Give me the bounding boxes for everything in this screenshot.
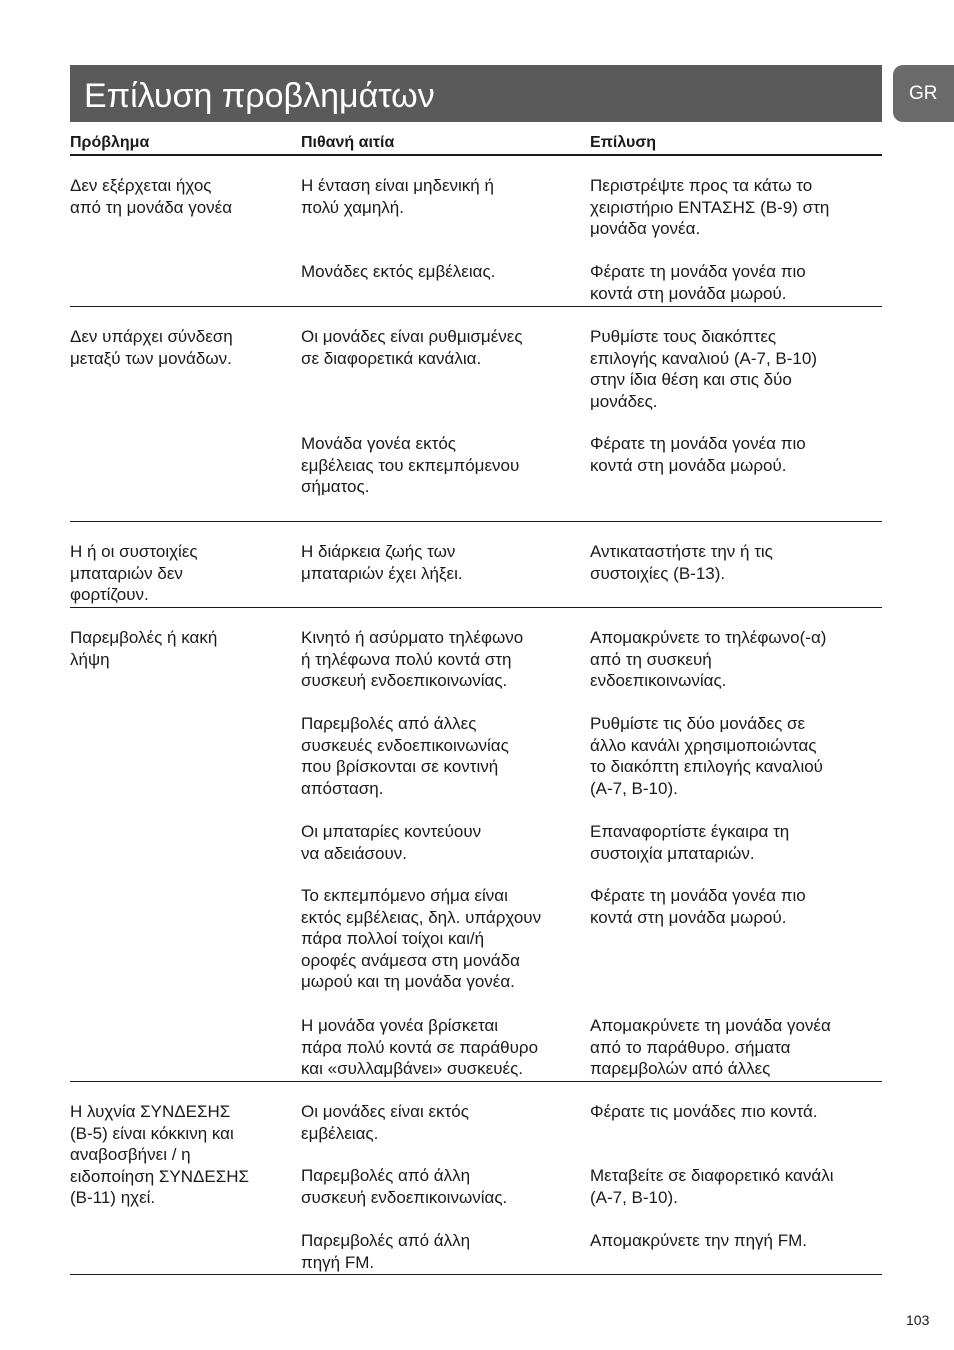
cause-cell: Παρεμβολές από άλλη συσκευή ενδοεπικοινωνίας.	[301, 1166, 508, 1207]
solution-cell: Απομακρύνετε την πηγή FM.	[590, 1231, 807, 1250]
cause-cell: Παρεμβολές από άλλες συσκευές ενδοεπικοινωνίας που βρίσκονται σε κοντινή απόσταση.	[301, 714, 509, 798]
solution-cell: Ρυθμίστε τους διακόπτες επιλογής καναλιού (A-7, B-10) στην ίδια θέση και στις δύο μονάδες.	[590, 327, 817, 411]
cause-cell: Μονάδες εκτός εμβέλειας.	[301, 262, 496, 281]
row-divider	[70, 1274, 882, 1275]
cause-cell: Η διάρκεια ζωής των μπαταριών έχει λήξει.	[301, 542, 463, 583]
cause-cell: Οι μονάδες είναι ρυθμισμένες σε διαφορετικά κανάλια.	[301, 327, 523, 368]
row-divider	[70, 1081, 882, 1082]
column-header-problem: Πρόβλημα	[70, 134, 150, 151]
cause-cell: Μονάδα γονέα εκτός εμβέλειας του εκπεμπόμενου σήματος.	[301, 434, 520, 496]
solution-cell: Φέρατε τη μονάδα γονέα πιο κοντά στη μονάδα μωρού.	[590, 434, 806, 475]
solution-cell: Αντικαταστήστε την ή τις συστοιχίες (B-13).	[590, 542, 773, 583]
solution-cell: Επαναφορτίστε έγκαιρα τη συστοιχία μπαταριών.	[590, 822, 790, 863]
cause-cell: Οι μπαταρίες κοντεύουν να αδειάσουν.	[301, 822, 482, 863]
cause-cell: Το εκπεμπόμενο σήμα είναι εκτός εμβέλειας, δηλ. υπάρχουν πάρα πολλοί τοίχοι και/ή οροφές ανάμεσα στη μονάδα μωρού και τη μονάδα γονέα.	[301, 886, 542, 991]
solution-cell: Φέρατε τη μονάδα γονέα πιο κοντά στη μονάδα μωρού.	[590, 886, 806, 927]
problem-cell: Παρεμβολές ή κακή λήψη	[70, 628, 218, 669]
solution-cell: Ρυθμίστε τις δύο μονάδες σε άλλο κανάλι χρησιμοποιώντας το διακόπτη επιλογής καναλιού (A-7, B-10).	[590, 714, 823, 798]
column-header-cause: Πιθανή αιτία	[301, 134, 395, 151]
row-divider	[70, 521, 882, 522]
problem-cell: Δεν υπάρχει σύνδεση μεταξύ των μονάδων.	[70, 327, 233, 368]
header-divider	[70, 154, 882, 156]
solution-cell: Απομακρύνετε το τηλέφωνο(-α) από τη συσκευή ενδοεπικοινωνίας.	[590, 628, 827, 690]
column-header-solution: Επίλυση	[590, 134, 657, 151]
row-divider	[70, 607, 882, 608]
row-divider	[70, 306, 882, 307]
problem-cell: Η ή οι συστοιχίες μπαταριών δεν φορτίζουν.	[70, 542, 198, 604]
solution-cell: Απομακρύνετε τη μονάδα γονέα από το παράθυρο. σήματα παρεμβολών από άλλες	[590, 1016, 831, 1078]
page-title: Επίλυση προβλημάτων	[70, 65, 882, 122]
page-number: 103	[906, 1312, 930, 1328]
solution-cell: Φέρατε τις μονάδες πιο κοντά.	[590, 1102, 818, 1121]
problem-cell: Η λυχνία ΣΥΝΔΕΣΗΣ (B-5) είναι κόκκινη και αναβοσβήνει / η ειδοποίηση ΣΥΝΔΕΣΗΣ (B-11) ηχεί.	[70, 1102, 249, 1207]
cause-cell: Κινητό ή ασύρματο τηλέφωνο ή τηλέφωνα πολύ κοντά στη συσκευή ενδοεπικοινωνίας.	[301, 628, 524, 690]
cause-cell: Οι μονάδες είναι εκτός εμβέλειας.	[301, 1102, 469, 1143]
solution-cell: Περιστρέψτε προς τα κάτω το χειριστήριο ΕΝΤΑΣΗΣ (B-9) στη μονάδα γονέα.	[590, 176, 830, 238]
solution-cell: Φέρατε τη μονάδα γονέα πιο κοντά στη μονάδα μωρού.	[590, 262, 806, 303]
language-tab: GR	[893, 65, 954, 122]
cause-cell: Παρεμβολές από άλλη πηγή FM.	[301, 1231, 471, 1272]
solution-cell: Μεταβείτε σε διαφορετικό κανάλι (A-7, B-10).	[590, 1166, 834, 1207]
problem-cell: Δεν εξέρχεται ήχος από τη μονάδα γονέα	[70, 176, 233, 217]
cause-cell: Η ένταση είναι μηδενική ή πολύ χαμηλή.	[301, 176, 494, 217]
cause-cell: Η μονάδα γονέα βρίσκεται πάρα πολύ κοντά σε παράθυρο και «συλλαμβάνει» συσκευές.	[301, 1016, 539, 1078]
